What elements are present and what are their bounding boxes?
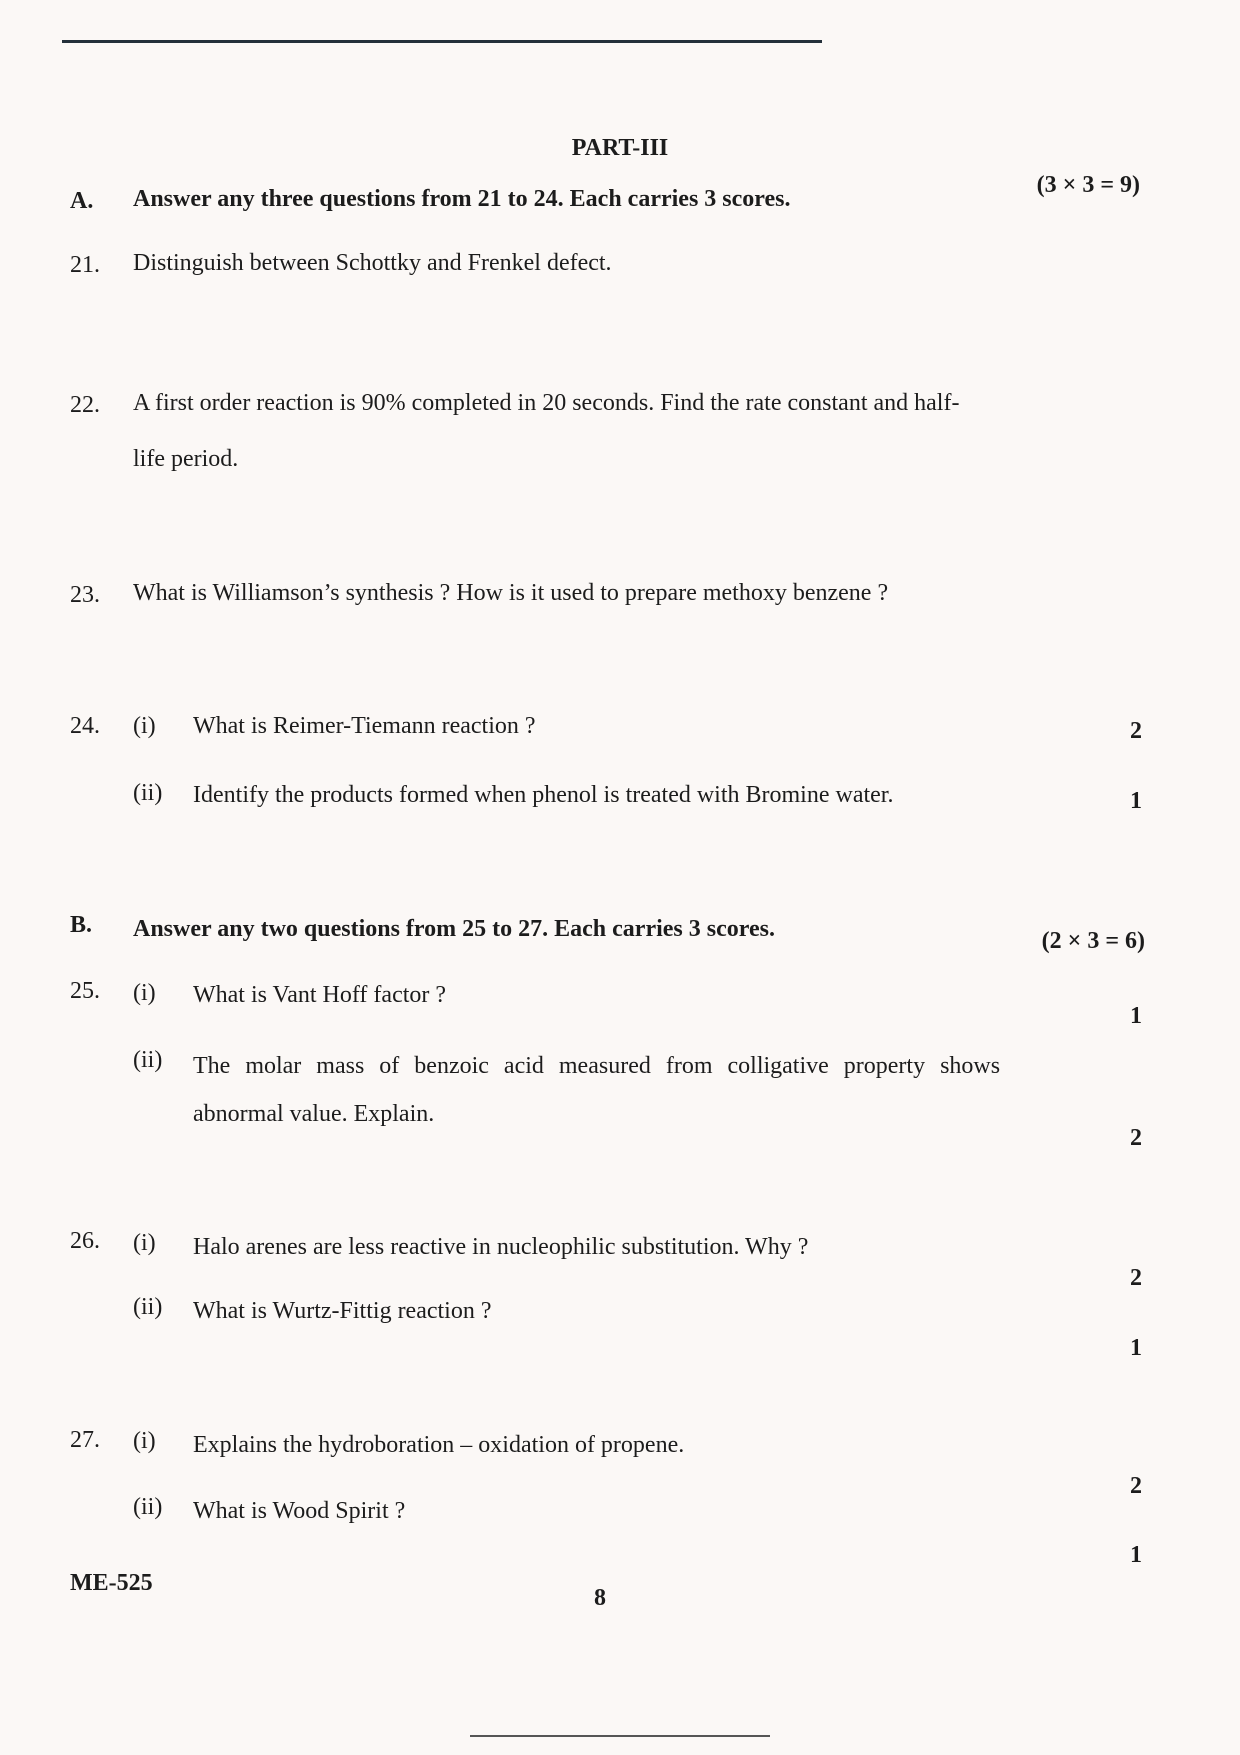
q27-part-label: (i) [133,1428,156,1454]
q27-part-text: Explains the hydroboration – oxidation of propene. [193,1432,685,1458]
part-title: PART-III [571,135,669,161]
q22-line2: life period. [133,446,239,472]
q25-part-marks: 2 [1130,1125,1142,1151]
q25-part-label: (ii) [133,1047,163,1073]
q26-part-label: (i) [133,1230,156,1256]
q26-part-label: (ii) [133,1294,163,1320]
q27-part-marks: 1 [1130,1542,1142,1568]
q23-text: What is Williamson’s synthesis ? How is it used to prepare methoxy benzene ? [133,580,889,606]
q25-part-line2: abnormal value. Explain. [193,1101,435,1127]
q24-part-text: What is Reimer-Tiemann reaction ? [193,713,536,739]
q21-text: Distinguish between Schottky and Frenkel defect. [133,250,612,276]
section-a-instruction: Answer any three questions from 21 to 24. Each carries 3 scores. [133,186,791,212]
section-a-letter: A. [70,188,94,214]
q27-part-marks: 2 [1130,1473,1142,1499]
section-b-marks: (2 × 3 = 6) [1041,928,1145,954]
q26-number: 26. [70,1228,100,1254]
section-b-letter: B. [70,912,93,938]
q24-part-label: (i) [133,713,156,739]
q23-number: 23. [70,582,100,608]
q26-part-marks: 1 [1130,1335,1142,1361]
q25-part-label: (i) [133,980,156,1006]
q26-part-text: What is Wurtz-Fittig reaction ? [193,1298,492,1324]
q27-part-text: What is Wood Spirit ? [193,1498,406,1524]
paper-code: ME-525 [70,1570,153,1596]
q22-line1: A first order reaction is 90% completed in 20 seconds. Find the rate constant and half- [133,390,960,416]
q21-number: 21. [70,252,100,278]
q24-part-label: (ii) [133,780,163,806]
q24-part-marks: 1 [1130,788,1142,814]
q24-number: 24. [70,713,100,739]
q22-number: 22. [70,392,100,418]
q27-number: 27. [70,1427,100,1453]
section-b-instruction: Answer any two questions from 25 to 27. Each carries 3 scores. [133,916,775,942]
q25-part-line1: The molar mass of benzoic acid measured from colligative property shows [193,1053,1001,1079]
q25-part-text: What is Vant Hoff factor ? [193,982,447,1008]
q26-part-text: Halo arenes are less reactive in nucleophilic substitution. Why ? [193,1234,809,1260]
page-number: 8 [594,1585,606,1611]
bottom-rule [470,1735,770,1737]
q27-part-label: (ii) [133,1494,163,1520]
q24-part-marks: 2 [1130,718,1142,744]
q25-number: 25. [70,978,100,1004]
section-a-marks: (3 × 3 = 9) [1036,172,1140,198]
top-rule [62,40,822,43]
q25-part-marks: 1 [1130,1003,1142,1029]
q26-part-marks: 2 [1130,1265,1142,1291]
q24-part-text: Identify the products formed when phenol is treated with Bromine water. [193,782,894,808]
